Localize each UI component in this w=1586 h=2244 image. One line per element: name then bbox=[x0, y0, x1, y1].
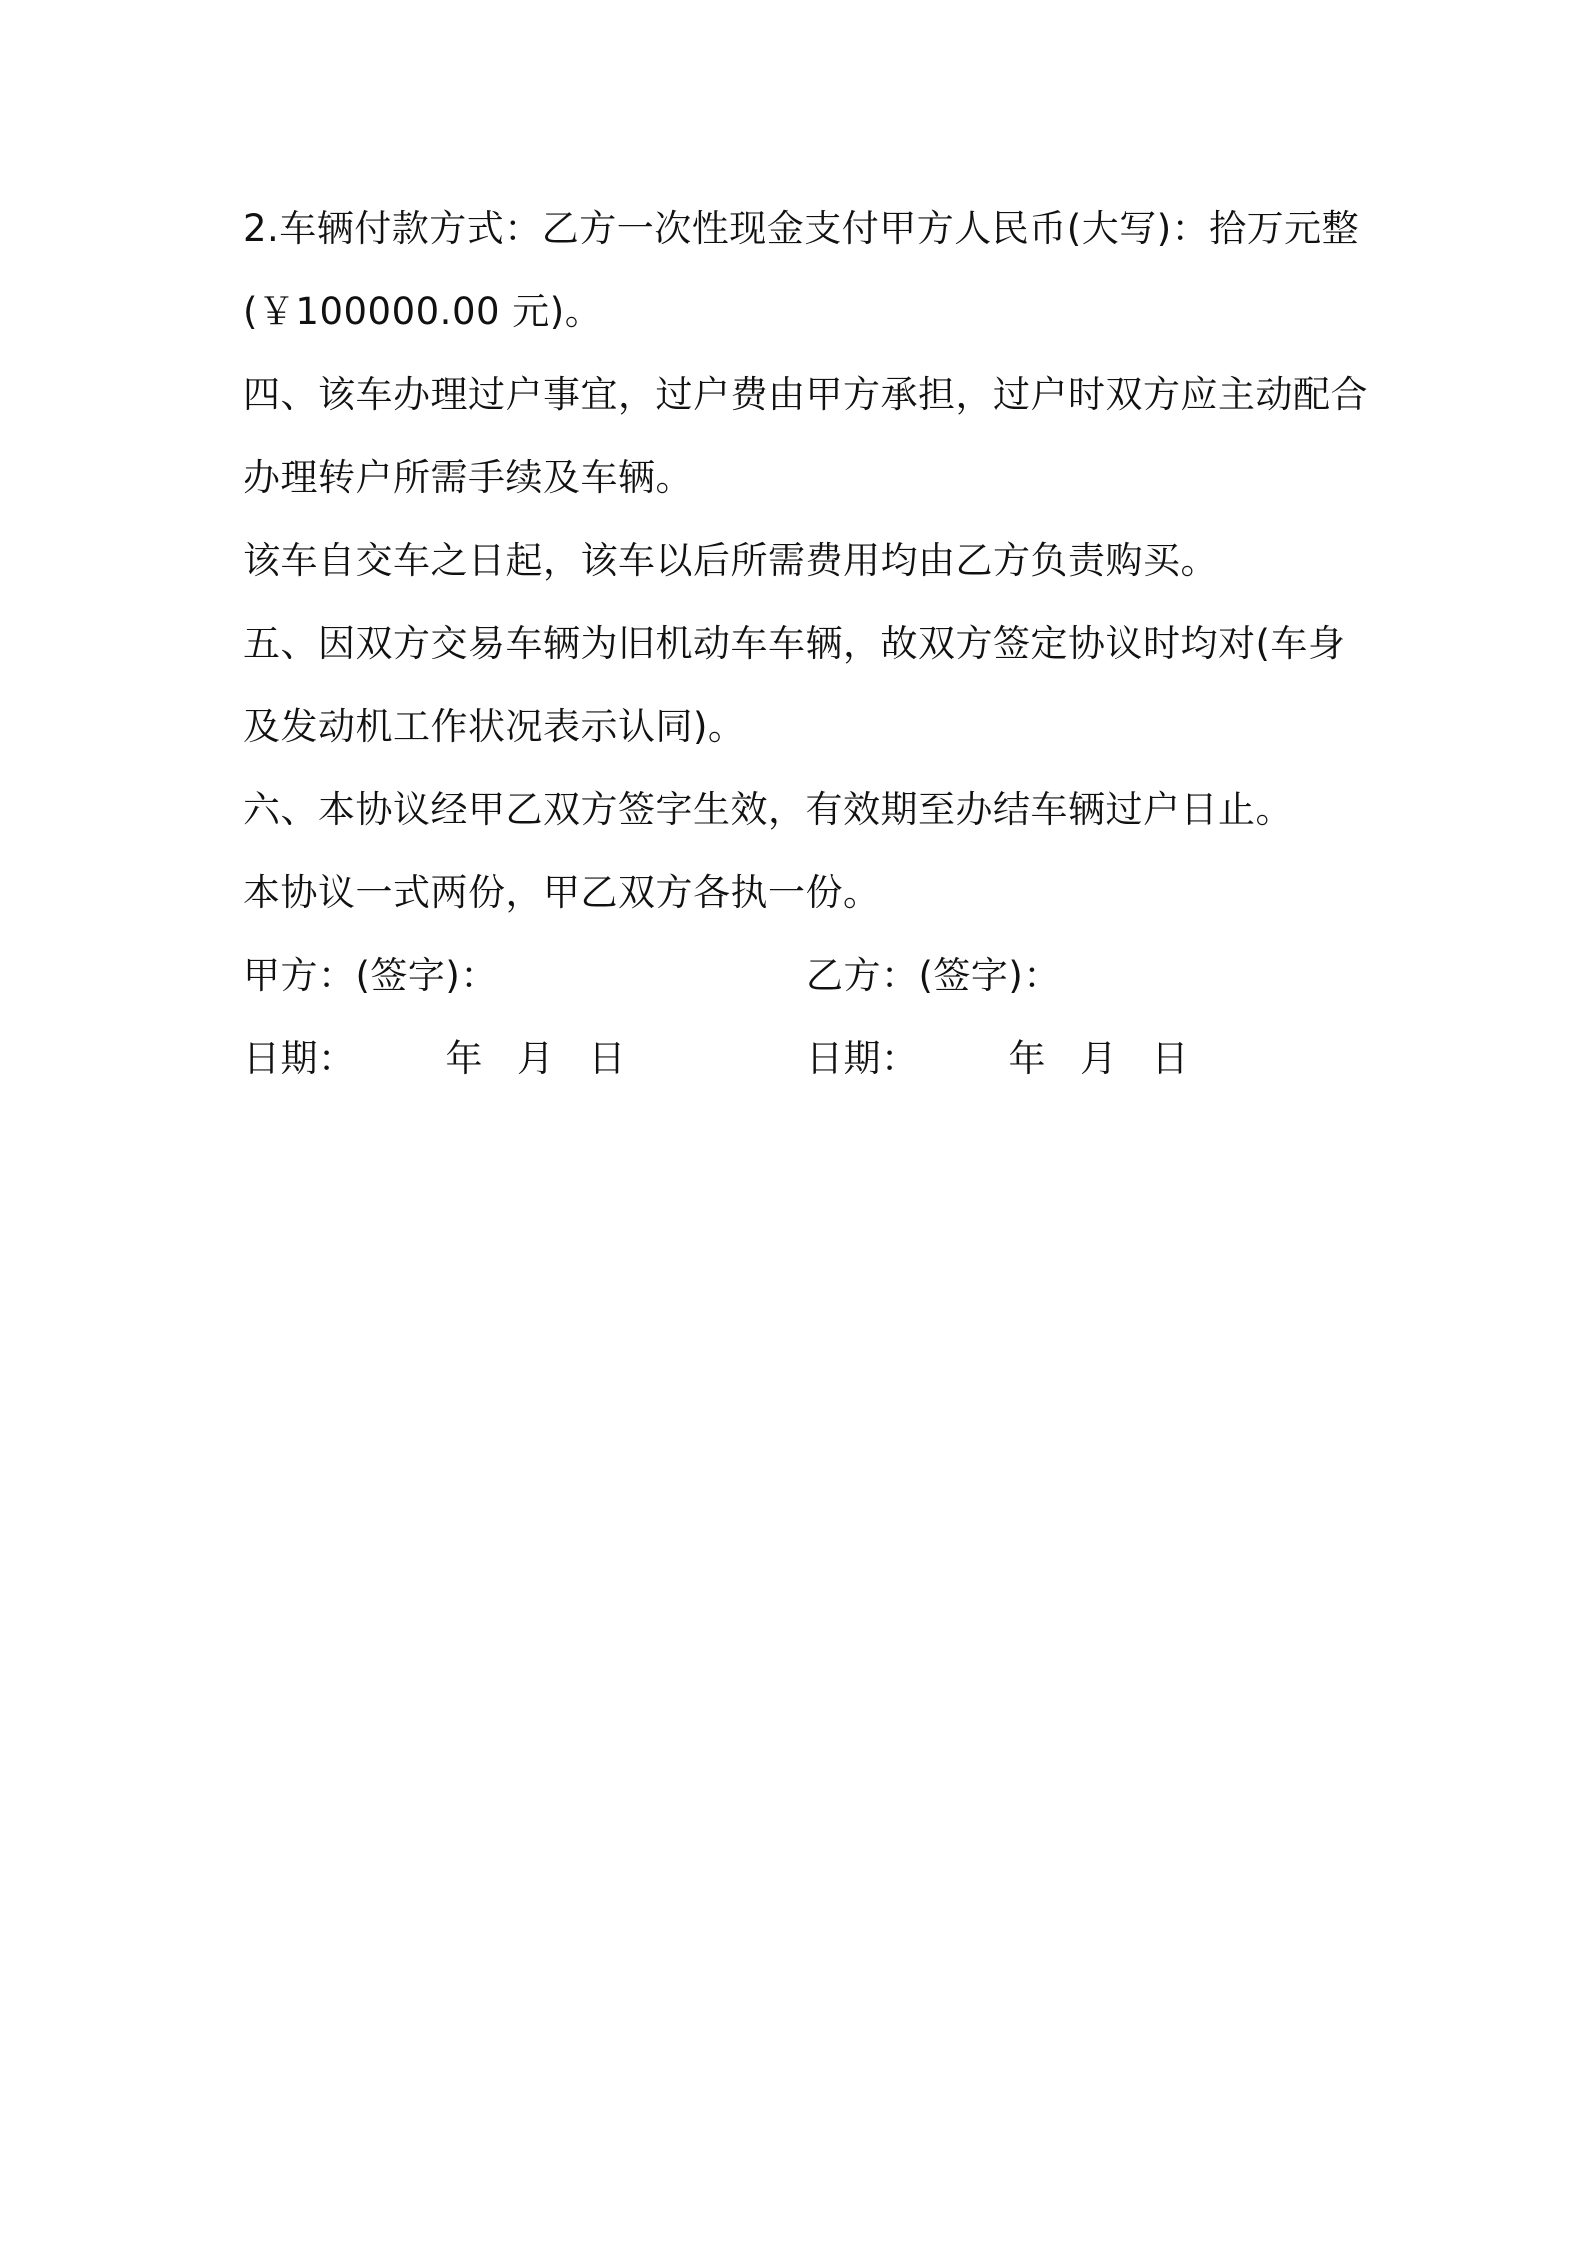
party-a-signature-label: 甲方：(签字)： bbox=[243, 954, 498, 997]
paragraph-payment-method: 2.车辆付款方式：乙方一次性现金支付甲方人民币(大写)：拾万元整 bbox=[243, 207, 1360, 250]
date-label: 日期： bbox=[806, 1037, 919, 1080]
paragraph-clause-six: 六、本协议经甲乙双方签字生效，有效期至办结车辆过户日止。 bbox=[243, 788, 1293, 831]
paragraph-clause-five-line1: 五、因双方交易车辆为旧机动车车辆，故双方签定协议时均对(车身 bbox=[243, 622, 1346, 665]
date-label: 日期： bbox=[243, 1037, 356, 1080]
paragraph-clause-five-line2: 及发动机工作状况表示认同)。 bbox=[243, 705, 746, 748]
month-label: 月 bbox=[1080, 1037, 1118, 1080]
party-b-date-row bbox=[806, 1034, 1189, 1084]
day-label: 日 bbox=[1151, 1037, 1189, 1080]
paragraph-clause-four-line2: 办理转户所需手续及车辆。 bbox=[243, 456, 693, 499]
party-a-date-row bbox=[243, 1034, 626, 1084]
year-label: 年 bbox=[445, 1037, 483, 1080]
paragraph-copies: 本协议一式两份，甲乙双方各执一份。 bbox=[243, 871, 881, 914]
month-label: 月 bbox=[517, 1037, 555, 1080]
paragraph-clause-four-line1: 四、该车办理过户事宜，过户费由甲方承担，过户时双方应主动配合 bbox=[243, 373, 1368, 416]
paragraph-payment-amount: (￥100000.00 元)。 bbox=[243, 290, 603, 333]
year-label: 年 bbox=[1008, 1037, 1046, 1080]
paragraph-expenses: 该车自交车之日起，该车以后所需费用均由乙方负责购买。 bbox=[243, 539, 1218, 582]
party-b-signature-label: 乙方：(签字)： bbox=[806, 954, 1061, 997]
day-label: 日 bbox=[588, 1037, 626, 1080]
